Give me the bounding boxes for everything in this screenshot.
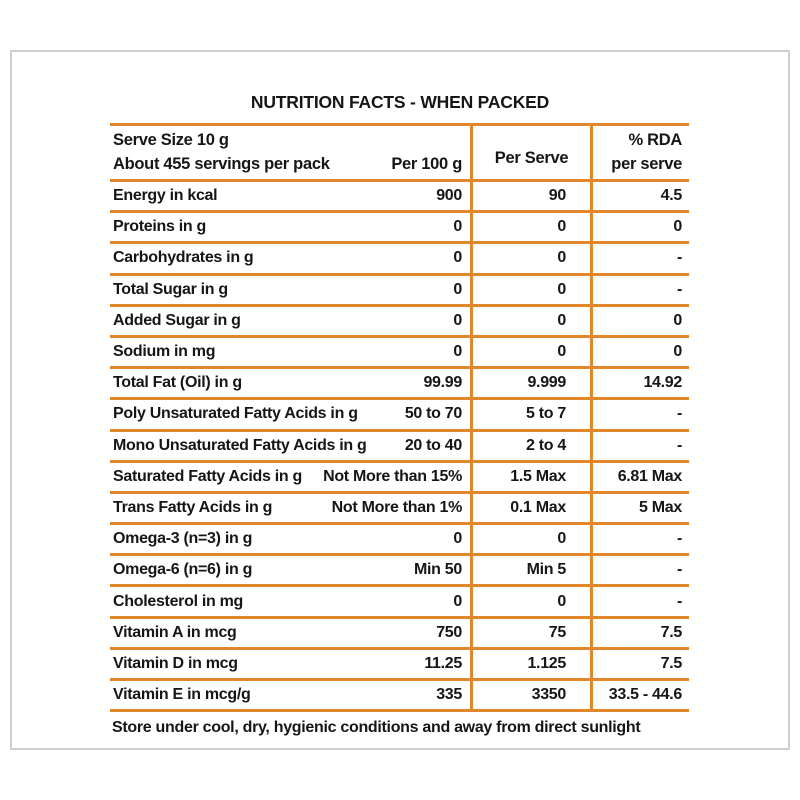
table-row xyxy=(110,463,689,494)
rda-column-label-line2: per serve xyxy=(611,155,682,173)
rda-value: 4.5 xyxy=(660,187,682,205)
table-row xyxy=(110,556,689,587)
table-row xyxy=(110,400,689,431)
per-100g-column-label: Per 100 g xyxy=(391,155,462,173)
per-serve-column-label: Per Serve xyxy=(494,148,569,167)
table-row xyxy=(110,650,689,681)
rda-value: 7.5 xyxy=(660,654,682,672)
per-serve-value: 2 to 4 xyxy=(473,432,593,460)
per-serve-value: 0 xyxy=(473,525,593,553)
per-100g-value: 0 xyxy=(453,218,462,236)
per-100g-value: Min 50 xyxy=(414,561,462,579)
per-serve-value: 0.1 Max xyxy=(473,494,593,522)
table-row xyxy=(110,369,689,400)
nutrient-label: Total Sugar in g xyxy=(113,280,228,298)
nutrient-label: Carbohydrates in g xyxy=(113,249,254,267)
per-serve-value: 90 xyxy=(473,182,593,210)
nutrient-label: Omega-6 (n=6) in g xyxy=(113,561,253,579)
per-100g-value: 750 xyxy=(436,623,462,641)
rda-value: 7.5 xyxy=(660,623,682,641)
nutrient-label: Poly Unsaturated Fatty Acids in g xyxy=(113,405,358,423)
per-100g-value: 0 xyxy=(453,249,462,267)
per-serve-value: 0 xyxy=(473,213,593,241)
rda-value: 14.92 xyxy=(643,374,682,392)
table-row xyxy=(110,525,689,556)
per-100g-value: 0 xyxy=(453,343,462,361)
per-serve-value: 0 xyxy=(473,244,593,272)
per-100g-value: 0 xyxy=(453,311,462,329)
table-row xyxy=(110,307,689,338)
per-100g-value: 50 to 70 xyxy=(404,405,462,423)
rda-value: 0 xyxy=(673,218,682,236)
per-serve-value: 3350 xyxy=(473,681,593,709)
table-row xyxy=(110,494,689,525)
nutrient-label: Vitamin E in mcg/g xyxy=(113,686,251,704)
rda-value: - xyxy=(676,280,682,298)
per-serve-value: 1.125 xyxy=(473,650,593,678)
rda-value: 33.5 - 44.6 xyxy=(608,686,682,704)
nutrient-label: Omega-3 (n=3) in g xyxy=(113,530,253,548)
per-serve-value: 0 xyxy=(473,338,593,366)
servings-per-pack-label: About 455 servings per pack xyxy=(113,155,330,173)
table-row xyxy=(110,681,689,712)
table-row xyxy=(110,213,689,244)
header-col-per-serve xyxy=(473,126,593,179)
per-100g-value: 900 xyxy=(436,187,462,205)
per-serve-value: 75 xyxy=(473,619,593,647)
rda-value: - xyxy=(676,530,682,548)
rda-value: 0 xyxy=(673,311,682,329)
per-100g-value: 0 xyxy=(453,592,462,610)
nutrient-label: Saturated Fatty Acids in g xyxy=(113,467,302,485)
page-title: NUTRITION FACTS - WHEN PACKED xyxy=(250,92,550,112)
per-100g-value: 0 xyxy=(453,280,462,298)
per-100g-value: 20 to 40 xyxy=(404,436,462,454)
table-row xyxy=(110,276,689,307)
per-serve-value: 0 xyxy=(473,276,593,304)
rda-value: - xyxy=(676,249,682,267)
table-header xyxy=(110,123,689,182)
rda-value: - xyxy=(676,561,682,579)
rda-value: 0 xyxy=(673,343,682,361)
nutrient-label: Added Sugar in g xyxy=(113,311,241,329)
per-100g-value: 11.25 xyxy=(424,654,462,672)
nutrient-label: Cholesterol in mg xyxy=(113,592,244,610)
table-row xyxy=(110,338,689,369)
storage-instructions: Store under cool, dry, hygienic conditions and away from direct sunlight xyxy=(112,719,641,736)
nutrition-table xyxy=(110,123,689,712)
per-serve-value: 5 to 7 xyxy=(473,400,593,428)
rda-column-label-line1: % RDA xyxy=(628,131,682,149)
per-serve-value: 1.5 Max xyxy=(473,463,593,491)
table-row xyxy=(110,182,689,213)
nutrient-label: Proteins in g xyxy=(113,218,206,236)
nutrient-label: Vitamin D in mcg xyxy=(113,654,238,672)
per-serve-value: 9.999 xyxy=(473,369,593,397)
serve-size-label: Serve Size 10 g xyxy=(113,131,229,149)
nutrient-label: Trans Fatty Acids in g xyxy=(113,498,273,516)
nutrient-label: Vitamin A in mcg xyxy=(113,623,237,641)
nutrient-label: Energy in kcal xyxy=(113,187,218,205)
per-100g-value: 99.99 xyxy=(423,374,462,392)
per-serve-value: 0 xyxy=(473,307,593,335)
rda-value: - xyxy=(676,436,682,454)
per-100g-value: Not More than 1% xyxy=(331,498,462,516)
per-100g-value: 335 xyxy=(436,686,462,704)
per-serve-value: 0 xyxy=(473,587,593,615)
table-row xyxy=(110,244,689,275)
rda-value: - xyxy=(676,405,682,423)
rda-value: 5 Max xyxy=(639,498,682,516)
rda-value: - xyxy=(676,592,682,610)
header-col-nutrient xyxy=(110,126,473,179)
table-row xyxy=(110,587,689,618)
nutrient-label: Total Fat (Oil) in g xyxy=(113,374,242,392)
table-row xyxy=(110,432,689,463)
per-serve-value: Min 5 xyxy=(473,556,593,584)
nutrient-label: Sodium in mg xyxy=(113,343,216,361)
rda-value: 6.81 Max xyxy=(617,467,682,485)
nutrient-label: Mono Unsaturated Fatty Acids in g xyxy=(113,436,367,454)
per-100g-value: 0 xyxy=(453,530,462,548)
table-row xyxy=(110,619,689,650)
header-col-rda xyxy=(593,126,689,179)
per-100g-value: Not More than 15% xyxy=(323,467,462,485)
